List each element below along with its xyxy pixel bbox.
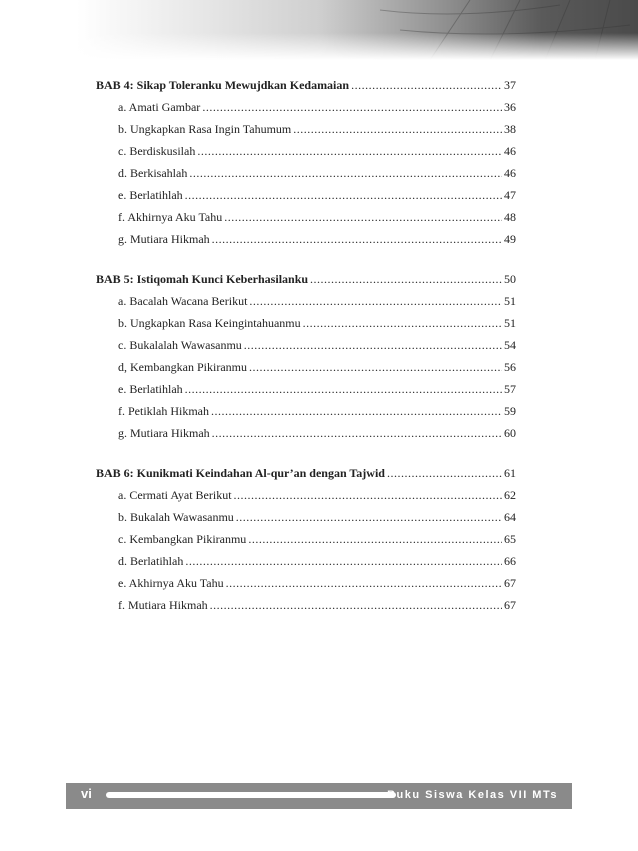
chapter-page: 50 <box>504 272 516 286</box>
book-title: Buku Siswa Kelas VII MTs <box>387 789 558 801</box>
entry-page: 67 <box>504 598 516 612</box>
entry-label: c. Kembangkan Pikiranmu <box>118 532 247 546</box>
leader-dots <box>226 572 502 594</box>
leader-dots <box>293 118 502 140</box>
entry-label: e. Berlatihlah <box>118 382 183 396</box>
toc-entry[interactable] <box>96 140 516 162</box>
entry-page: 67 <box>504 576 516 590</box>
toc-entry[interactable] <box>96 506 516 528</box>
entry-label: f. Mutiara Hikmah <box>118 598 208 612</box>
leader-dots <box>185 184 502 206</box>
entry-page: 64 <box>504 510 516 524</box>
leader-dots <box>224 206 502 228</box>
leader-dots <box>236 506 502 528</box>
leader-dots <box>387 462 502 484</box>
leader-dots <box>210 594 502 616</box>
toc-chapter <box>96 462 516 616</box>
entry-page: 65 <box>504 532 516 546</box>
entry-page: 60 <box>504 426 516 440</box>
entry-page: 46 <box>504 166 516 180</box>
chapter-page: 61 <box>504 466 516 480</box>
entry-page: 51 <box>504 316 516 330</box>
table-of-contents <box>96 74 516 634</box>
chapter-page: 37 <box>504 78 516 92</box>
leader-dots <box>303 312 502 334</box>
entry-page: 47 <box>504 188 516 202</box>
leader-dots <box>234 484 502 506</box>
entry-label: d, Kembangkan Pikiranmu <box>118 360 247 374</box>
entry-label: f. Petiklah Hikmah <box>118 404 209 418</box>
entry-label: c. Berdiskusilah <box>118 144 196 158</box>
toc-chapter-heading[interactable] <box>96 462 516 484</box>
leader-dots <box>249 290 502 312</box>
entry-page: 36 <box>504 100 516 114</box>
toc-chapter <box>96 268 516 444</box>
toc-entry[interactable] <box>96 312 516 334</box>
leader-dots <box>197 140 502 162</box>
entry-page: 38 <box>504 122 516 136</box>
toc-entry[interactable] <box>96 400 516 422</box>
toc-entry[interactable] <box>96 484 516 506</box>
page-footer <box>66 783 572 809</box>
leader-dots <box>211 400 502 422</box>
entry-page: 62 <box>504 488 516 502</box>
entry-label: b. Bukalah Wawasanmu <box>118 510 234 524</box>
entry-page: 57 <box>504 382 516 396</box>
header-banner <box>0 0 638 60</box>
entry-page: 59 <box>504 404 516 418</box>
entry-label: b. Ungkapkan Rasa Keingintahuanmu <box>118 316 301 330</box>
entry-page: 51 <box>504 294 516 308</box>
leader-dots <box>351 74 502 96</box>
entry-label: c. Bukalalah Wawasanmu <box>118 338 242 352</box>
toc-entry[interactable] <box>96 162 516 184</box>
leader-dots <box>212 422 502 444</box>
toc-chapter-heading[interactable] <box>96 74 516 96</box>
toc-entry[interactable] <box>96 356 516 378</box>
leader-dots <box>185 550 502 572</box>
toc-entry[interactable] <box>96 96 516 118</box>
leader-dots <box>244 334 502 356</box>
entry-page: 49 <box>504 232 516 246</box>
leader-dots <box>310 268 502 290</box>
toc-entry[interactable] <box>96 378 516 400</box>
entry-page: 46 <box>504 144 516 158</box>
entry-label: d. Berkisahlah <box>118 166 188 180</box>
chapter-title: BAB 6: Kunikmati Keindahan Al-qur’an dengan Tajwid <box>96 466 385 480</box>
entry-page: 48 <box>504 210 516 224</box>
entry-label: a. Amati Gambar <box>118 100 201 114</box>
leader-dots <box>249 356 502 378</box>
entry-label: d. Berlatihlah <box>118 554 184 568</box>
toc-entry[interactable] <box>96 334 516 356</box>
entry-label: b. Ungkapkan Rasa Ingin Tahumum <box>118 122 292 136</box>
entry-page: 54 <box>504 338 516 352</box>
entry-label: a. Bacalah Wacana Berikut <box>118 294 248 308</box>
toc-entry[interactable] <box>96 228 516 250</box>
toc-entry[interactable] <box>96 290 516 312</box>
toc-chapter-heading[interactable] <box>96 268 516 290</box>
toc-entry[interactable] <box>96 184 516 206</box>
chapter-title: BAB 5: Istiqomah Kunci Keberhasilanku <box>96 272 309 286</box>
entry-label: g. Mutiara Hikmah <box>118 232 210 246</box>
toc-entry[interactable] <box>96 422 516 444</box>
entry-label: g. Mutiara Hikmah <box>118 426 210 440</box>
toc-chapter <box>96 74 516 250</box>
toc-entry[interactable] <box>96 206 516 228</box>
chapter-title: BAB 4: Sikap Toleranku Mewujdkan Kedamaian <box>96 78 350 92</box>
leader-dots <box>212 228 502 250</box>
leader-dots <box>202 96 502 118</box>
entry-label: a. Cermati Ayat Berikut <box>118 488 232 502</box>
page-number: vi <box>81 786 92 801</box>
toc-entry[interactable] <box>96 118 516 140</box>
entry-page: 56 <box>504 360 516 374</box>
toc-entry[interactable] <box>96 550 516 572</box>
toc-entry[interactable] <box>96 572 516 594</box>
entry-label: f. Akhirnya Aku Tahu <box>118 210 223 224</box>
entry-label: e. Akhirnya Aku Tahu <box>118 576 224 590</box>
toc-entry[interactable] <box>96 528 516 550</box>
entry-label: e. Berlatihlah <box>118 188 183 202</box>
entry-page: 66 <box>504 554 516 568</box>
leader-dots <box>189 162 502 184</box>
leader-dots <box>248 528 502 550</box>
leader-dots <box>185 378 502 400</box>
footer-divider <box>106 792 396 798</box>
toc-entry[interactable] <box>96 594 516 616</box>
